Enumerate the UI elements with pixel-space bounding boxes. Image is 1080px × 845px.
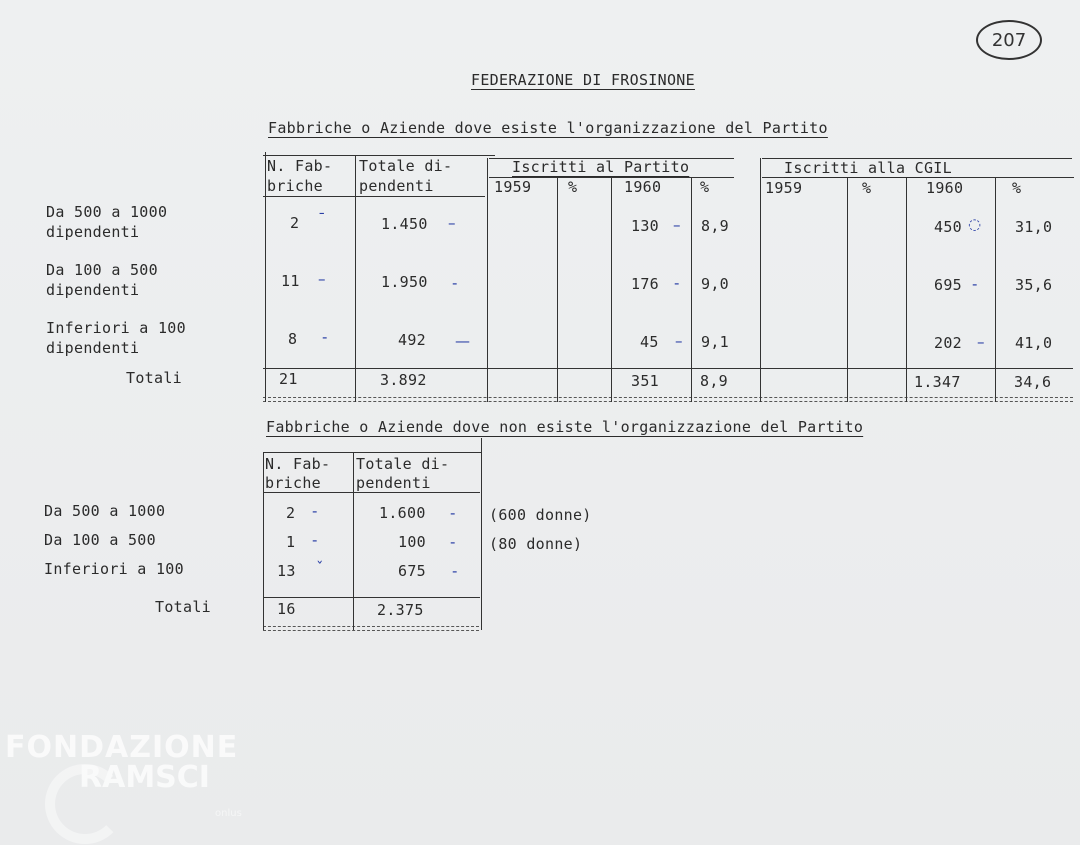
pen-check-mark: - [450, 533, 456, 551]
cell-totale-dipendenti: 100 [398, 533, 426, 551]
pen-check-mark: – [977, 333, 985, 351]
cell-totale-dipendenti: 1.950 [381, 273, 428, 291]
pen-check-mark: – [675, 332, 683, 350]
header-totale: Totale di- [356, 455, 450, 473]
row-label: Da 500 a 1000 [46, 203, 168, 221]
cell-n-fabbriche: 1 [286, 533, 296, 551]
cell-note: (600 donne) [489, 506, 592, 524]
pen-check-mark: - [674, 274, 680, 292]
cell-cgil-pct: 41,0 [1015, 334, 1053, 352]
header-totale-2: pendenti [356, 474, 431, 492]
pen-check-mark: – [448, 214, 456, 232]
header-totale: Totale di- [359, 157, 453, 175]
total-n-fabbriche: 16 [277, 600, 296, 618]
total-partito-1960: 351 [631, 372, 659, 390]
header-iscritti-cgil: Iscritti alla CGIL [784, 159, 952, 177]
cell-n-fabbriche: 8 [288, 330, 298, 348]
cell-partito-pct: 9,0 [701, 275, 729, 293]
pen-check-mark: - [452, 274, 458, 292]
cell-cgil-pct: 31,0 [1015, 218, 1053, 236]
header-n-fab: N. Fab- [265, 455, 331, 473]
pen-check-mark: - [322, 328, 328, 346]
total-n-fabbriche: 21 [279, 370, 298, 388]
header-cgil-pct1960: % [1012, 179, 1022, 197]
pen-check-mark: - [312, 531, 318, 549]
cell-n-fabbriche: 2 [290, 214, 300, 232]
cell-totale-dipendenti: 675 [398, 562, 426, 580]
pen-check-mark: ◌ [968, 215, 982, 233]
cell-n-fabbriche: 13 [277, 562, 296, 580]
row-label-2: dipendenti [46, 281, 140, 299]
cell-partito-pct: 8,9 [701, 217, 729, 235]
header-partito-pct1960: % [700, 178, 710, 196]
cell-totale-dipendenti: 492 [398, 331, 426, 349]
document-title: FEDERAZIONE DI FROSINONE [471, 71, 695, 89]
pen-check-mark: — [455, 332, 470, 350]
row-label-2: dipendenti [46, 339, 140, 357]
cell-totale-dipendenti: 1.450 [381, 215, 428, 233]
header-partito-1960: 1960 [624, 178, 662, 196]
row-label-2: dipendenti [46, 223, 140, 241]
header-iscritti-partito: Iscritti al Partito [512, 158, 690, 176]
page-number-stamp: 207 [976, 20, 1042, 60]
fondazione-gramsci-watermark: FONDAZIONE RAMSCI onlus [5, 730, 238, 765]
pen-check-mark: ˇ [316, 559, 324, 577]
cell-cgil-1960: 450 [934, 218, 962, 236]
header-n-fab: N. Fab- [267, 157, 333, 175]
pen-check-mark: - [452, 562, 458, 580]
cell-totale-dipendenti: 1.600 [379, 504, 426, 522]
row-label: Inferiori a 100 [44, 560, 184, 578]
cell-n-fabbriche: 11 [281, 272, 300, 290]
header-n-fab-2: briche [267, 177, 323, 195]
total-partito-pct: 8,9 [700, 372, 728, 390]
header-partito-pct1959: % [568, 178, 578, 196]
cell-cgil-1960: 695 [934, 276, 962, 294]
cell-cgil-1960: 202 [934, 334, 962, 352]
row-label: Da 500 a 1000 [44, 502, 166, 520]
pen-check-mark: - [312, 502, 318, 520]
row-label: Da 100 a 500 [46, 261, 158, 279]
header-cgil-1960: 1960 [926, 179, 964, 197]
pen-check-mark: ˉ [318, 210, 326, 228]
cell-partito-1960: 45 [640, 333, 659, 351]
pen-check-mark: – [318, 270, 326, 288]
total-cgil-pct: 34,6 [1014, 373, 1052, 391]
header-cgil-pct1959: % [862, 179, 872, 197]
cell-partito-1960: 130 [631, 217, 659, 235]
row-label: Da 100 a 500 [44, 531, 156, 549]
total-dipendenti: 2.375 [377, 601, 424, 619]
header-partito-1959: 1959 [494, 178, 532, 196]
section2-heading: Fabbriche o Aziende dove non esiste l'organizzazione del Partito [266, 418, 864, 436]
section1-heading: Fabbriche o Aziende dove esiste l'organizzazione del Partito [268, 119, 828, 137]
total-dipendenti: 3.892 [380, 371, 427, 389]
row-label: Inferiori a 100 [46, 319, 186, 337]
header-cgil-1959: 1959 [765, 179, 803, 197]
totals-label: Totali [155, 598, 211, 616]
cell-cgil-pct: 35,6 [1015, 276, 1053, 294]
cell-partito-1960: 176 [631, 275, 659, 293]
cell-note: (80 donne) [489, 535, 583, 553]
pen-check-mark: - [972, 275, 978, 293]
totals-label: Totali [126, 369, 182, 387]
pen-check-mark: - [450, 504, 456, 522]
pen-check-mark: – [673, 216, 681, 234]
header-totale-2: pendenti [359, 177, 434, 195]
header-n-fab-2: briche [265, 474, 321, 492]
cell-partito-pct: 9,1 [701, 333, 729, 351]
total-cgil-1960: 1.347 [914, 373, 961, 391]
cell-n-fabbriche: 2 [286, 504, 296, 522]
